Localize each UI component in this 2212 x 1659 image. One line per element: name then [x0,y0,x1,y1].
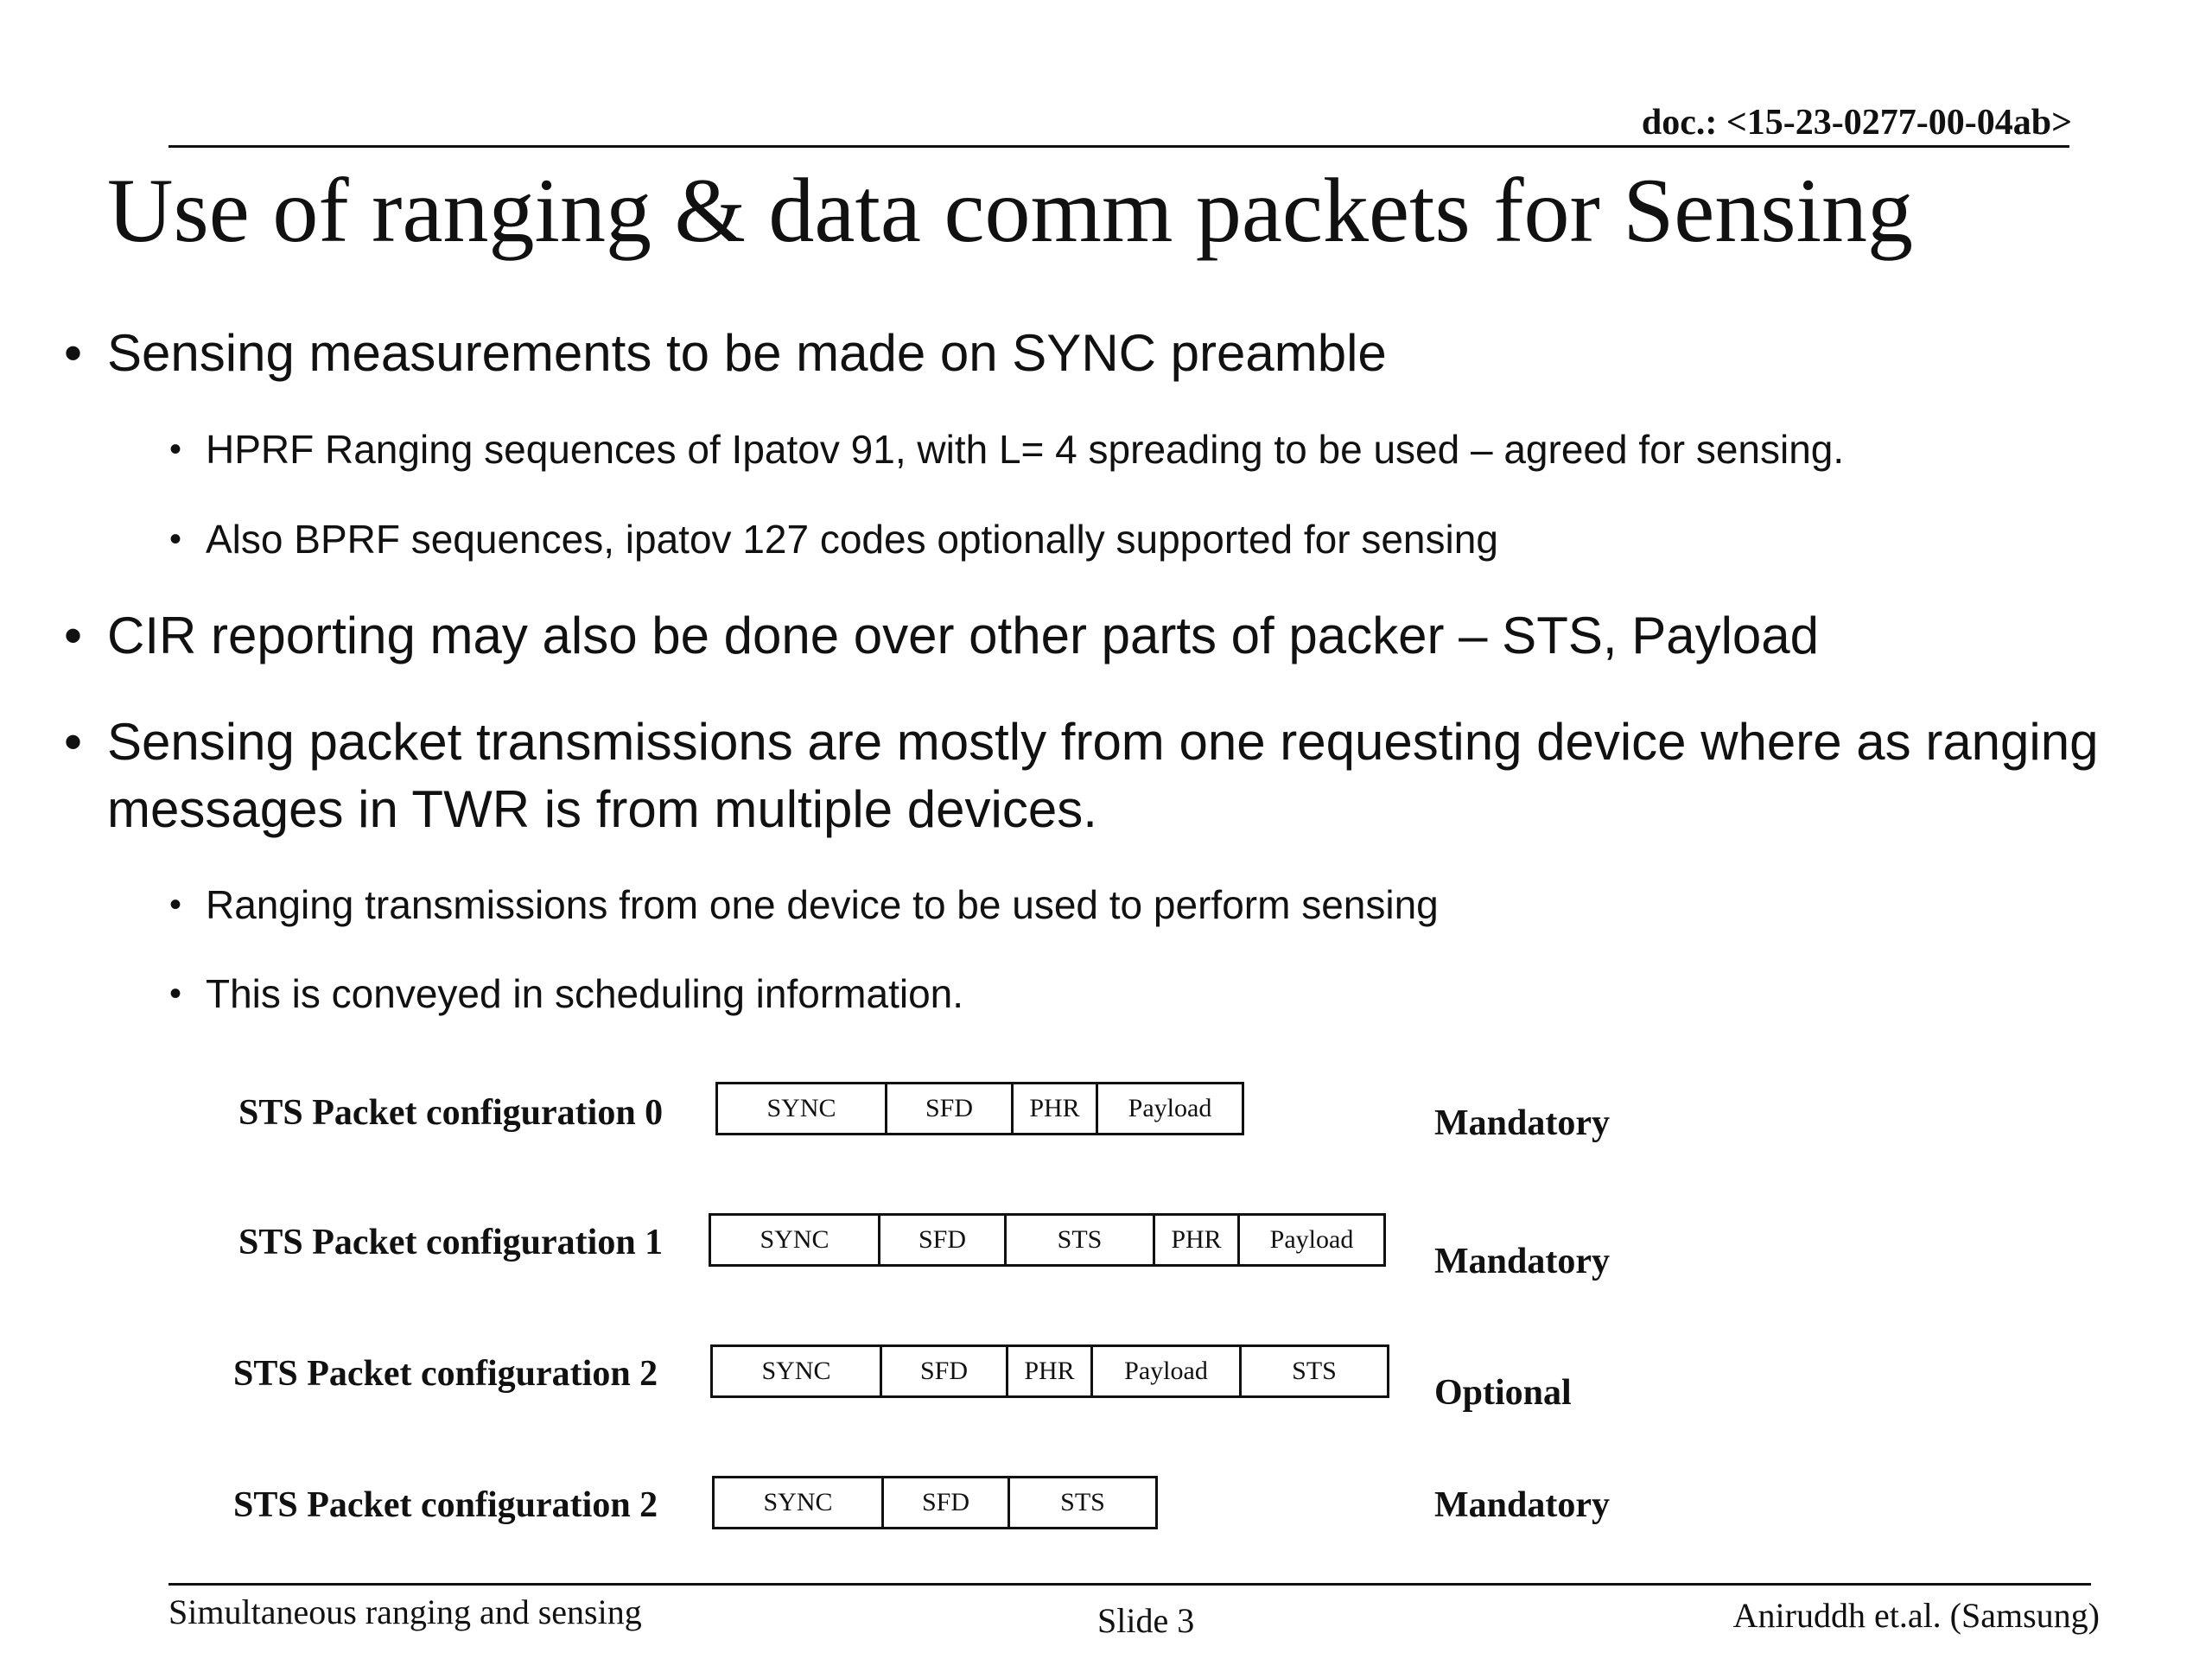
packet-field-phr: PHR [1014,1084,1098,1133]
packet-config-label: STS Packet configuration 2 [233,1485,658,1525]
packet-config-label: STS Packet configuration 0 [238,1093,664,1133]
bullet-item [64,709,2103,843]
packet-field-payload: Payload [1128,1094,1212,1122]
packet-field-sfd: SFD [882,1347,1008,1395]
bullet-glyph: • [64,713,83,771]
slide-title: Use of ranging & data comm packets for Sensing [107,160,1914,261]
sub-bullet-item [169,513,2107,565]
bullet-text: Sensing packet transmissions are mostly from one requesting device where as ranging messages in TWR is from multiple devices. [107,713,2099,838]
doc-id: doc.: <15-23-0277-00-04ab> [1641,103,2072,143]
packet-field-sts: STS [1007,1216,1155,1264]
bullet-glyph: • [64,324,83,382]
footer-divider [168,1583,2091,1586]
bullet-item [64,602,2094,670]
bullet-glyph: • [64,607,83,664]
packet-field-sync: SYNC [711,1216,880,1264]
sub-bullet-item [169,879,2107,931]
sub-bullet-item [169,423,2107,475]
bullet-glyph: • [169,886,182,924]
bullet-text: Sensing measurements to be made on SYNC preamble [107,324,1387,382]
requirement-status: Mandatory [1434,1485,1610,1525]
packet-field-sfd: SFD [887,1084,1014,1133]
packet-diagram [712,1476,1158,1529]
packet-field-sts: STS [1292,1357,1337,1385]
packet-field-sfd: SFD [884,1478,1010,1527]
bullet-item [64,320,2094,387]
bullet-glyph: • [169,975,182,1013]
bullet-text: CIR reporting may also be done over other parts of packer – STS, Payload [107,607,1820,664]
bullet-glyph: • [169,520,182,558]
header-divider [168,145,2069,148]
packet-field-payload: Payload [1093,1347,1242,1395]
packet-field-sync: SYNC [713,1347,882,1395]
slide-number: Slide 3 [1097,1601,1195,1640]
requirement-status: Mandatory [1434,1242,1610,1281]
sub-bullet-text: Also BPRF sequences, ipatov 127 codes optionally supported for sensing [206,517,1498,562]
packet-field-phr: PHR [1008,1347,1093,1395]
requirement-status: Mandatory [1434,1103,1610,1143]
packet-field-sts: STS [1060,1488,1105,1516]
requirement-status: Optional [1434,1373,1572,1413]
packet-diagram [710,1344,1389,1398]
sub-bullet-text: HPRF Ranging sequences of Ipatov 91, with L= 4 spreading to be used – agreed for sensing. [206,427,1845,472]
sub-bullet-text: This is conveyed in scheduling information. [206,971,964,1016]
packet-field-sync: SYNC [715,1478,884,1527]
packet-field-sync: SYNC [718,1084,887,1133]
footer-author: Aniruddh et.al. (Samsung) [1732,1596,2100,1635]
sub-bullet-text: Ranging transmissions from one device to be used to perform sensing [206,882,1439,927]
packet-config-label: STS Packet configuration 1 [238,1223,664,1262]
packet-field-phr: PHR [1155,1216,1240,1264]
packet-field-sfd: SFD [880,1216,1007,1264]
bullet-glyph: • [169,430,182,468]
packet-config-label: STS Packet configuration 2 [233,1354,658,1394]
packet-diagram [709,1213,1386,1267]
packet-diagram [715,1082,1244,1135]
packet-field-payload: Payload [1269,1225,1354,1254]
footer-left: Simultaneous ranging and sensing [168,1592,642,1631]
sub-bullet-item [169,968,2107,1020]
